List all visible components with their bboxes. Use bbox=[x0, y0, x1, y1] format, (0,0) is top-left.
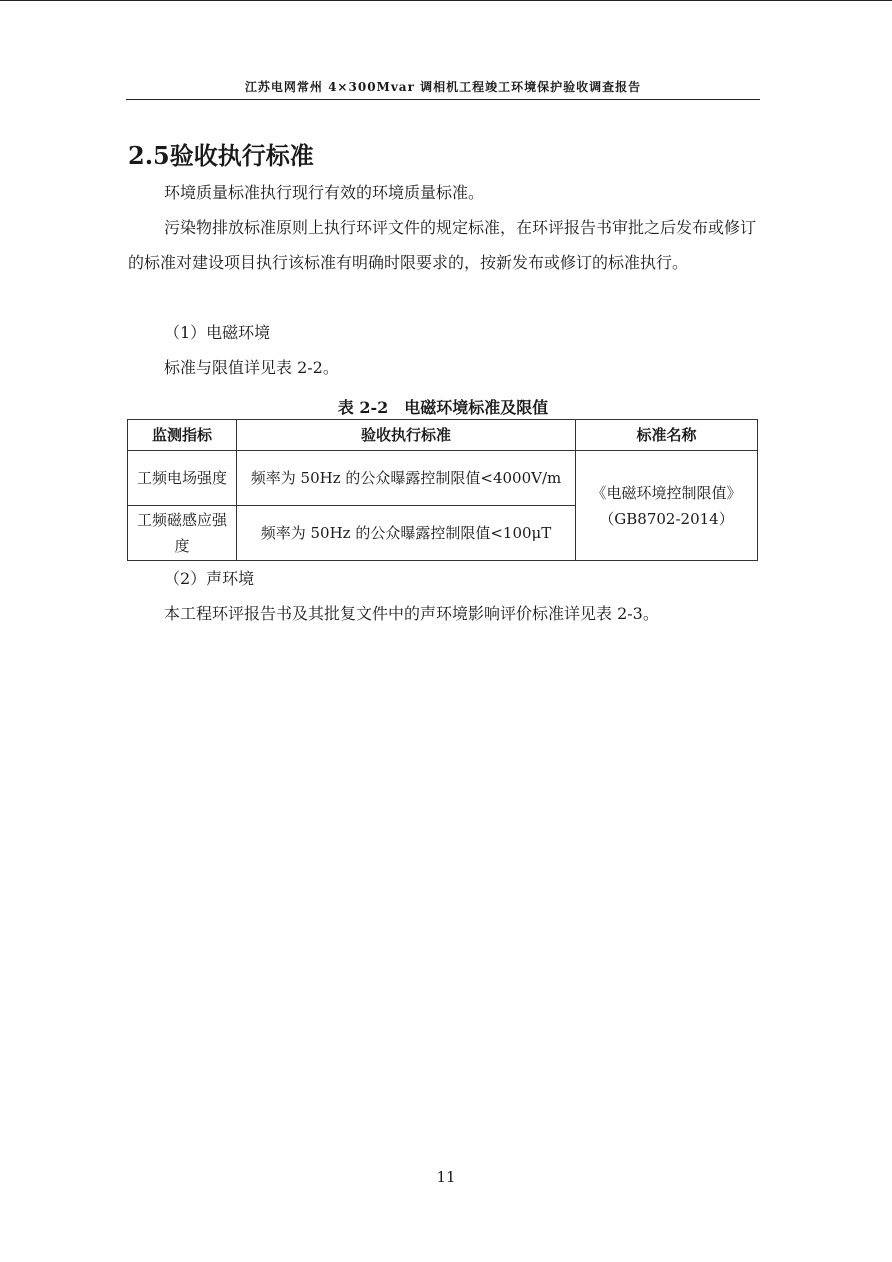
table-row bbox=[128, 451, 758, 506]
standard-cell: 频率为 50Hz 的公众曝露控制限值<100μT bbox=[237, 506, 576, 561]
table-header-row bbox=[128, 420, 758, 451]
standard-cell: 频率为 50Hz 的公众曝露控制限值<4000V/m bbox=[237, 451, 576, 506]
running-header: 江苏电网常州 4×300Mvar 调相机工程竣工环境保护验收调查报告 bbox=[244, 80, 642, 94]
standards-table bbox=[127, 419, 758, 561]
header-rule bbox=[126, 99, 760, 100]
column-header-indicator: 监测指标 bbox=[128, 420, 237, 451]
paragraph-table-reference: 标准与限值详见表 2-2。 bbox=[164, 358, 339, 377]
paragraph-acoustic-reference: 本工程环评报告书及其批复文件中的声环境影响评价标准详见表 2-3。 bbox=[164, 604, 659, 623]
section-title: 2.5验收执行标准 bbox=[128, 141, 314, 170]
page-number: 11 bbox=[436, 1168, 456, 1186]
indicator-cell: 工频电场强度 bbox=[128, 451, 237, 506]
column-header-standard-name: 标准名称 bbox=[576, 420, 758, 451]
subheading-acoustic: （2）声环境 bbox=[164, 569, 255, 588]
paragraph-emission-standard: 污染物排放标准原则上执行环评文件的规定标准，在环评报告书审批之后发布或修订的标准对建设项目执行该标准有明确时限要求的，按新发布或修订的标准执行。 bbox=[128, 218, 757, 272]
indicator-cell: 工频磁感应强度 bbox=[128, 506, 237, 561]
page-top-border bbox=[0, 0, 892, 1]
standard-name-cell bbox=[576, 451, 758, 561]
subheading-electromagnetic: （1）电磁环境 bbox=[164, 323, 271, 342]
standard-name-title: 《电磁环境控制限值》 bbox=[591, 483, 742, 502]
table-caption: 表 2-2 电磁环境标准及限值 bbox=[337, 398, 549, 417]
standard-name-code: （GB8702-2014） bbox=[599, 509, 734, 528]
paragraph-env-quality: 环境质量标准执行现行有效的环境质量标准。 bbox=[164, 183, 485, 202]
column-header-standard: 验收执行标准 bbox=[237, 420, 576, 451]
